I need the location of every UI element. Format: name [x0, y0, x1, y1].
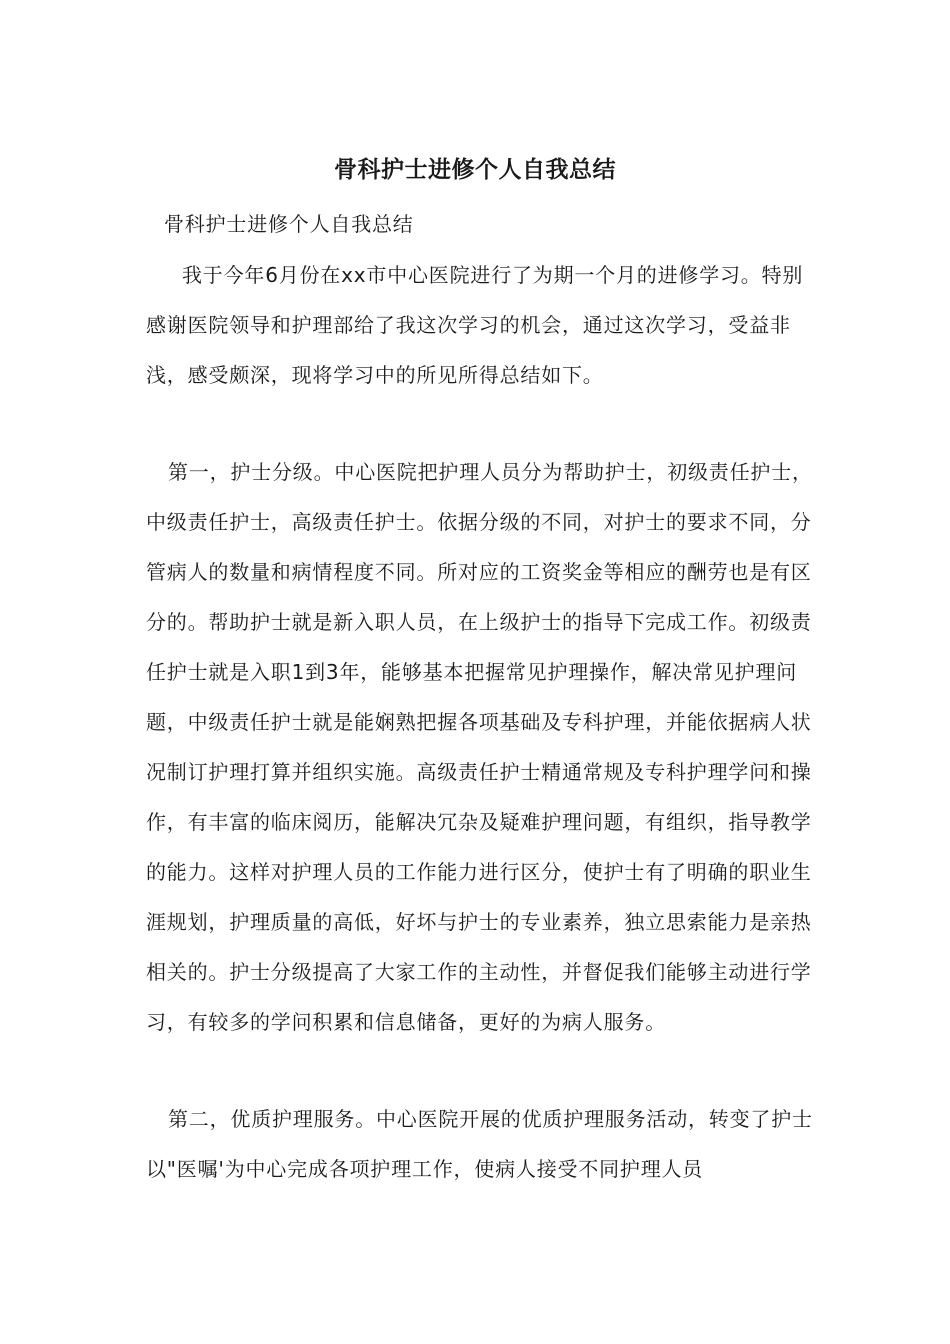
paragraph-text: 我于今年6月份在xx市中心医院进行了为期一个月的进修学习。特别感谢医院领导和护理部给了我这次学习的机会，通过这次学习，受益非浅，感受颇深，现将学习中的所见所得总结如下。 [146, 263, 804, 387]
document-title: 骨科护士进修个人自我总结 [334, 156, 616, 183]
paragraph-nurse-grading [146, 447, 816, 1047]
paragraph-text: 第一，护士分级。中心医院把护理人员分为帮助护士，初级责任护士，中级责任护士，高级责任护士。依据分级的不同，对护士的要求不同，分管病人的数量和病情程度不同。所对应的工资奖金等相应的酬劳也是有区分的。帮助护士就是新入职人员，在上级护士的指导下完成工作。初级责任护士就是入职1到3年，能够基本把握常见护理操作，解决常见护理问题，中级责任护士就是能娴熟把握各项基础及专科护理，并能依据病人状况制订护理打算并组织实施。高级责任护士精通常规及专科护理学问和操作，有丰富的临床阅历，能解决冗杂及疑难护理问题，有组织，指导教学的能力。这样对护理人员的工作能力进行区分，使护士有了明确的职业生涯规划，护理质量的高低，好坏与护士的专业素养，独立思索能力是亲热相关的。护士分级提高了大家工作的主动性，并督促我们能够主动进行学习，有较多的学问积累和信息储备，更好的为病人服务。 [146, 460, 813, 1034]
paragraph-quality-care [146, 1094, 816, 1194]
paragraph-intro [146, 250, 816, 400]
document-subtitle: 骨科护士进修个人自我总结 [164, 212, 414, 236]
paragraph-text: 第二，优质护理服务。中心医院开展的优质护理服务活动，转变了护士以"医嘱'为中心完成各项护理工作，使病人接受不同护理人员 [146, 1107, 813, 1181]
